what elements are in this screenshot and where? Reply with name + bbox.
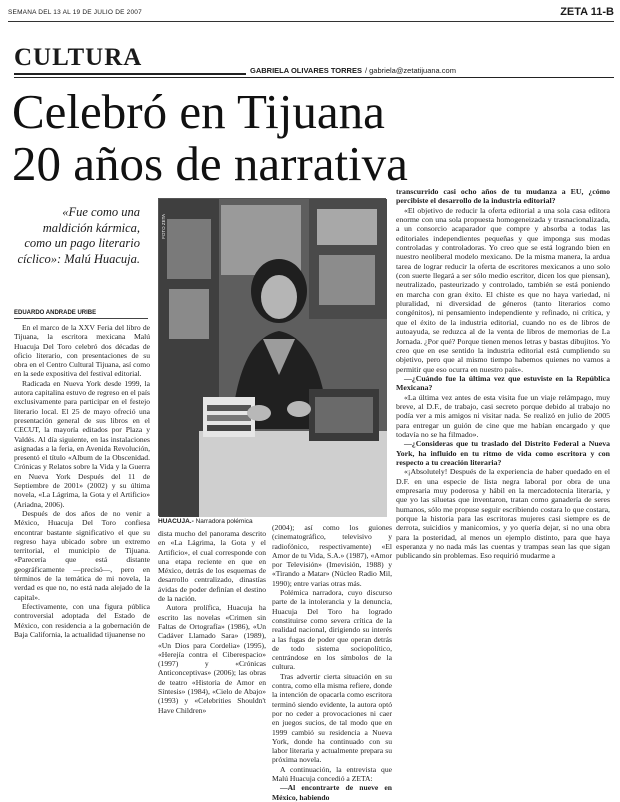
paragraph: —Al encontrarte de nueve en México, habiendo [272, 783, 392, 802]
section-title: CULTURA [14, 44, 143, 71]
paragraph: Radicada en Nueva York desde 1999, la autora capitalina estuvo de regreso en el país exclusivamente para participar en el festejo literario local. El 25 de mayo ofreció una presentación general de sus libros en el CECUT, la mayoría editados por Plaza y Valdés. Al día siguiente, en las instalaciones asignadas a la feria, en Avenida Revolución, presentó el título «Album de la Obscenidad. Crónicas y Relatos sobre la Vida y la Guerra en Nueva York Después del 11 de Septiembre de 2001» (2002) y su última novela, «La Lágrima, la Gota y el Artificio» (Ariadna, 2006). [14, 378, 150, 509]
paragraph: dista mucho del panorama descrito en «La Lágrima, la Gota y el Artificio», el cual corresponde con una etapa reciente en que en México, detrás de los esquemas de desarrollo centralizado, dinastías ávidas de poder definían el destino de la nación. [158, 529, 266, 604]
question: —¿Cuándo fue la última vez que estuviste en la República Mexicana? [396, 373, 610, 393]
page-header: ZETA 11-B [560, 6, 614, 18]
headline-line-2: 20 años de narrativa [12, 136, 408, 191]
headline-line-1: Celebró en Tijuana [12, 84, 385, 139]
dateline: SEMANA DEL 13 AL 19 DE JULIO DE 2007 [8, 9, 142, 16]
answer: «¡Absolutely! Después de la experiencia de haber quedado en el D.F. en una especie de lista negra laboral por obra de una empresaria muy poderosa y hábil en la mercadotecnia literaria, y que yo las siluetas que inventaron, tratan como ganadería de seres humanos, sólo me propuse seguir escribiendo costara lo que costara, porque la historia para las escritoras mujeres casi siempre es de derrota, suicidios y manicomios, y yo quería dejar, si no una obra para la posteridad, al menos un ejemplo distinto, para que haya esperanza y no nada más las cuentas y trampas sean las que sigan publicando sin problemas. Eso requirió mudarme a [396, 467, 610, 561]
byline-rule [14, 318, 148, 319]
answer: «El objetivo de reducir la oferta editorial a una sola casa editora enorme con una sola propuesta homogeneizada y trasnacionalizada, a un consorcio acaparador que compre y absorba a todas las editoriales independientes pequeñas y que imponga sus modas controladas y controladoras. Yo creo que se está logrando bien en nuestro neoliberal modelo mexicano. De la misma manera, la ardua tarea de lograr reducir la oferta de escritores mexicanos a uno solo (con suerte llegará a ser sólo medio escritor, dicen los que piensan), neutralizado, pasteurizado y controlado, también se está poniendo en marcha con gran éxito. El chiste es que no haya variedad, ni pluralidad, ni diversidad de géneros (tanto literarios como congénitos), ni pensamiento independiente y refinado, ni crítica, y que el éxito de la industria editorial, cuando no es de libros de autoayuda, se reduzca al de la venta de libros de memorias de La Jornada. ¿Por qué? Porque tienen menos letras y bastas dibujitos. Yo creo que en ese sentido la industria editorial está cumpliendo su objetivo, pero que al mismo tiempo habemos quienes no vamos a permitir que eso ocurra en nuestro país». [396, 205, 610, 374]
author-name: GABRIELA OLIVARES TORRES [250, 66, 362, 75]
caption-text: Narradora polémica [195, 518, 253, 525]
paragraph: Autora prolífica, Huacuja ha escrito las novelas «Crimen sin Faltas de Ortografía» (1986), «Un Cadáver Llamado Sara» (1989), «Un Dios para Cordelia» (1995), «Herejía contra el Ciberespacio» (1997) y «Crónicas Anticonceptivas» (2006); las obras de teatro «Historia de Amor en Síntesis» (1984), «Cielo de Abajo» (1993) y «Celebrities Shouldn't Have Children» [158, 603, 266, 715]
author-byline [250, 66, 456, 75]
article-column-1 [14, 323, 150, 675]
photo-caption [158, 518, 253, 525]
question: —¿Consideras que tu traslado del Distrito Federal a Nueva York, ha influido en tu ritmo de vida como escritora y con respecto a tu creación literaria? [396, 439, 610, 467]
article-column-4 [396, 187, 610, 675]
photo-credit: FOTO ZETA [161, 214, 166, 239]
paragraph: Tras advertir cierta situación en su contra, como ella misma refiere, donde la intención de opacarla como escritora terminó siendo evidente, la autora optó por no ceder a provocaciones ni caer en juegos sucios, de tal modo que en 1999 cambió su residencia a Nueva York, donde ha continuado con su labor literaria y actualmente prepara su próxima novela. [272, 671, 392, 765]
photo-byline: EDUARDO ANDRADE URIBE [14, 310, 97, 316]
article-column-3 [272, 523, 392, 802]
photo-illustration [159, 199, 387, 517]
author-email[interactable]: / gabriela@zetatijuana.com [364, 66, 456, 75]
section-rule [14, 77, 614, 78]
section-rule-left [14, 73, 246, 75]
pull-quote: «Fue como una maldición kármica, como un pago literario cíclico»: Malú Huacuja. [17, 205, 140, 266]
paragraph: Polémica narradora, cuyo discurso parte de la intolerancia y la denuncia, Huacuja Del Toro ha logrado constituirse como severa crítica de la realidad nacional, dirigiendo su interés a las fugas de poder que operan detrás de todo sistema sociopolítico, centrándose en los símbolos de la cultura. [272, 588, 392, 672]
paragraph: A continuación, la entrevista que Malú Huacuja concedió a ZETA: [272, 764, 392, 784]
paragraph: En el marco de la XXV Feria del libro de Tijuana, la escritora mexicana Malú Huacuja Del Toro celebró dos décadas de oficio literario, con presentaciones de su obra en el Centro Cultural Tijuana, así como en la sede expositiva del festival editorial. [14, 323, 150, 379]
paragraph: (2004); así como los guiones (cinematográfico, televisivo y radiofónico, respectivamente) «El Amor de tu Vida, S.A.» (1987), «Amor por Televisión» (Imevisión, 1988) y «Tirando a Matar» (Núcleo Radio Mil, 1990); entre varias otras más. [272, 523, 392, 588]
author-photo [158, 198, 386, 516]
article-column-2 [158, 529, 266, 715]
top-bar [8, 6, 614, 22]
paragraph: Después de dos años de no venir a México, Huacuja Del Toro confiesa encontrar bastante significativo el que su regreso haya ubicado sobre un extremo territorial, el municipio de Tijuana. «Parecería que está distante geográficamente —precisó—, pero en términos de la temática de mi novela, la verdad es que no, no está nada alejado de la capital». [14, 508, 150, 602]
caption-label: HUACUJA.- [158, 518, 194, 525]
answer: «La última vez antes de esta visita fue un viaje relámpago, muy breve, al D.F., de trabajo, casi secreto porque debido al trabajo no podía ver a mis amigos ni visitar nada. Se realizó en julio de 2005 para entregar un guión de cine que me habían encargado y que todavía no se ha filmado». [396, 392, 610, 439]
paragraph: Efectivamente, con una figura pública controversial adoptada del Estado de México, con residencia a la gobernación de Baja California, la actualidad tijuanense no [14, 601, 150, 639]
question: transcurrido casi ocho años de tu mudanza a EU, ¿cómo percibiste el desarrollo de la industria editorial? [396, 187, 610, 206]
